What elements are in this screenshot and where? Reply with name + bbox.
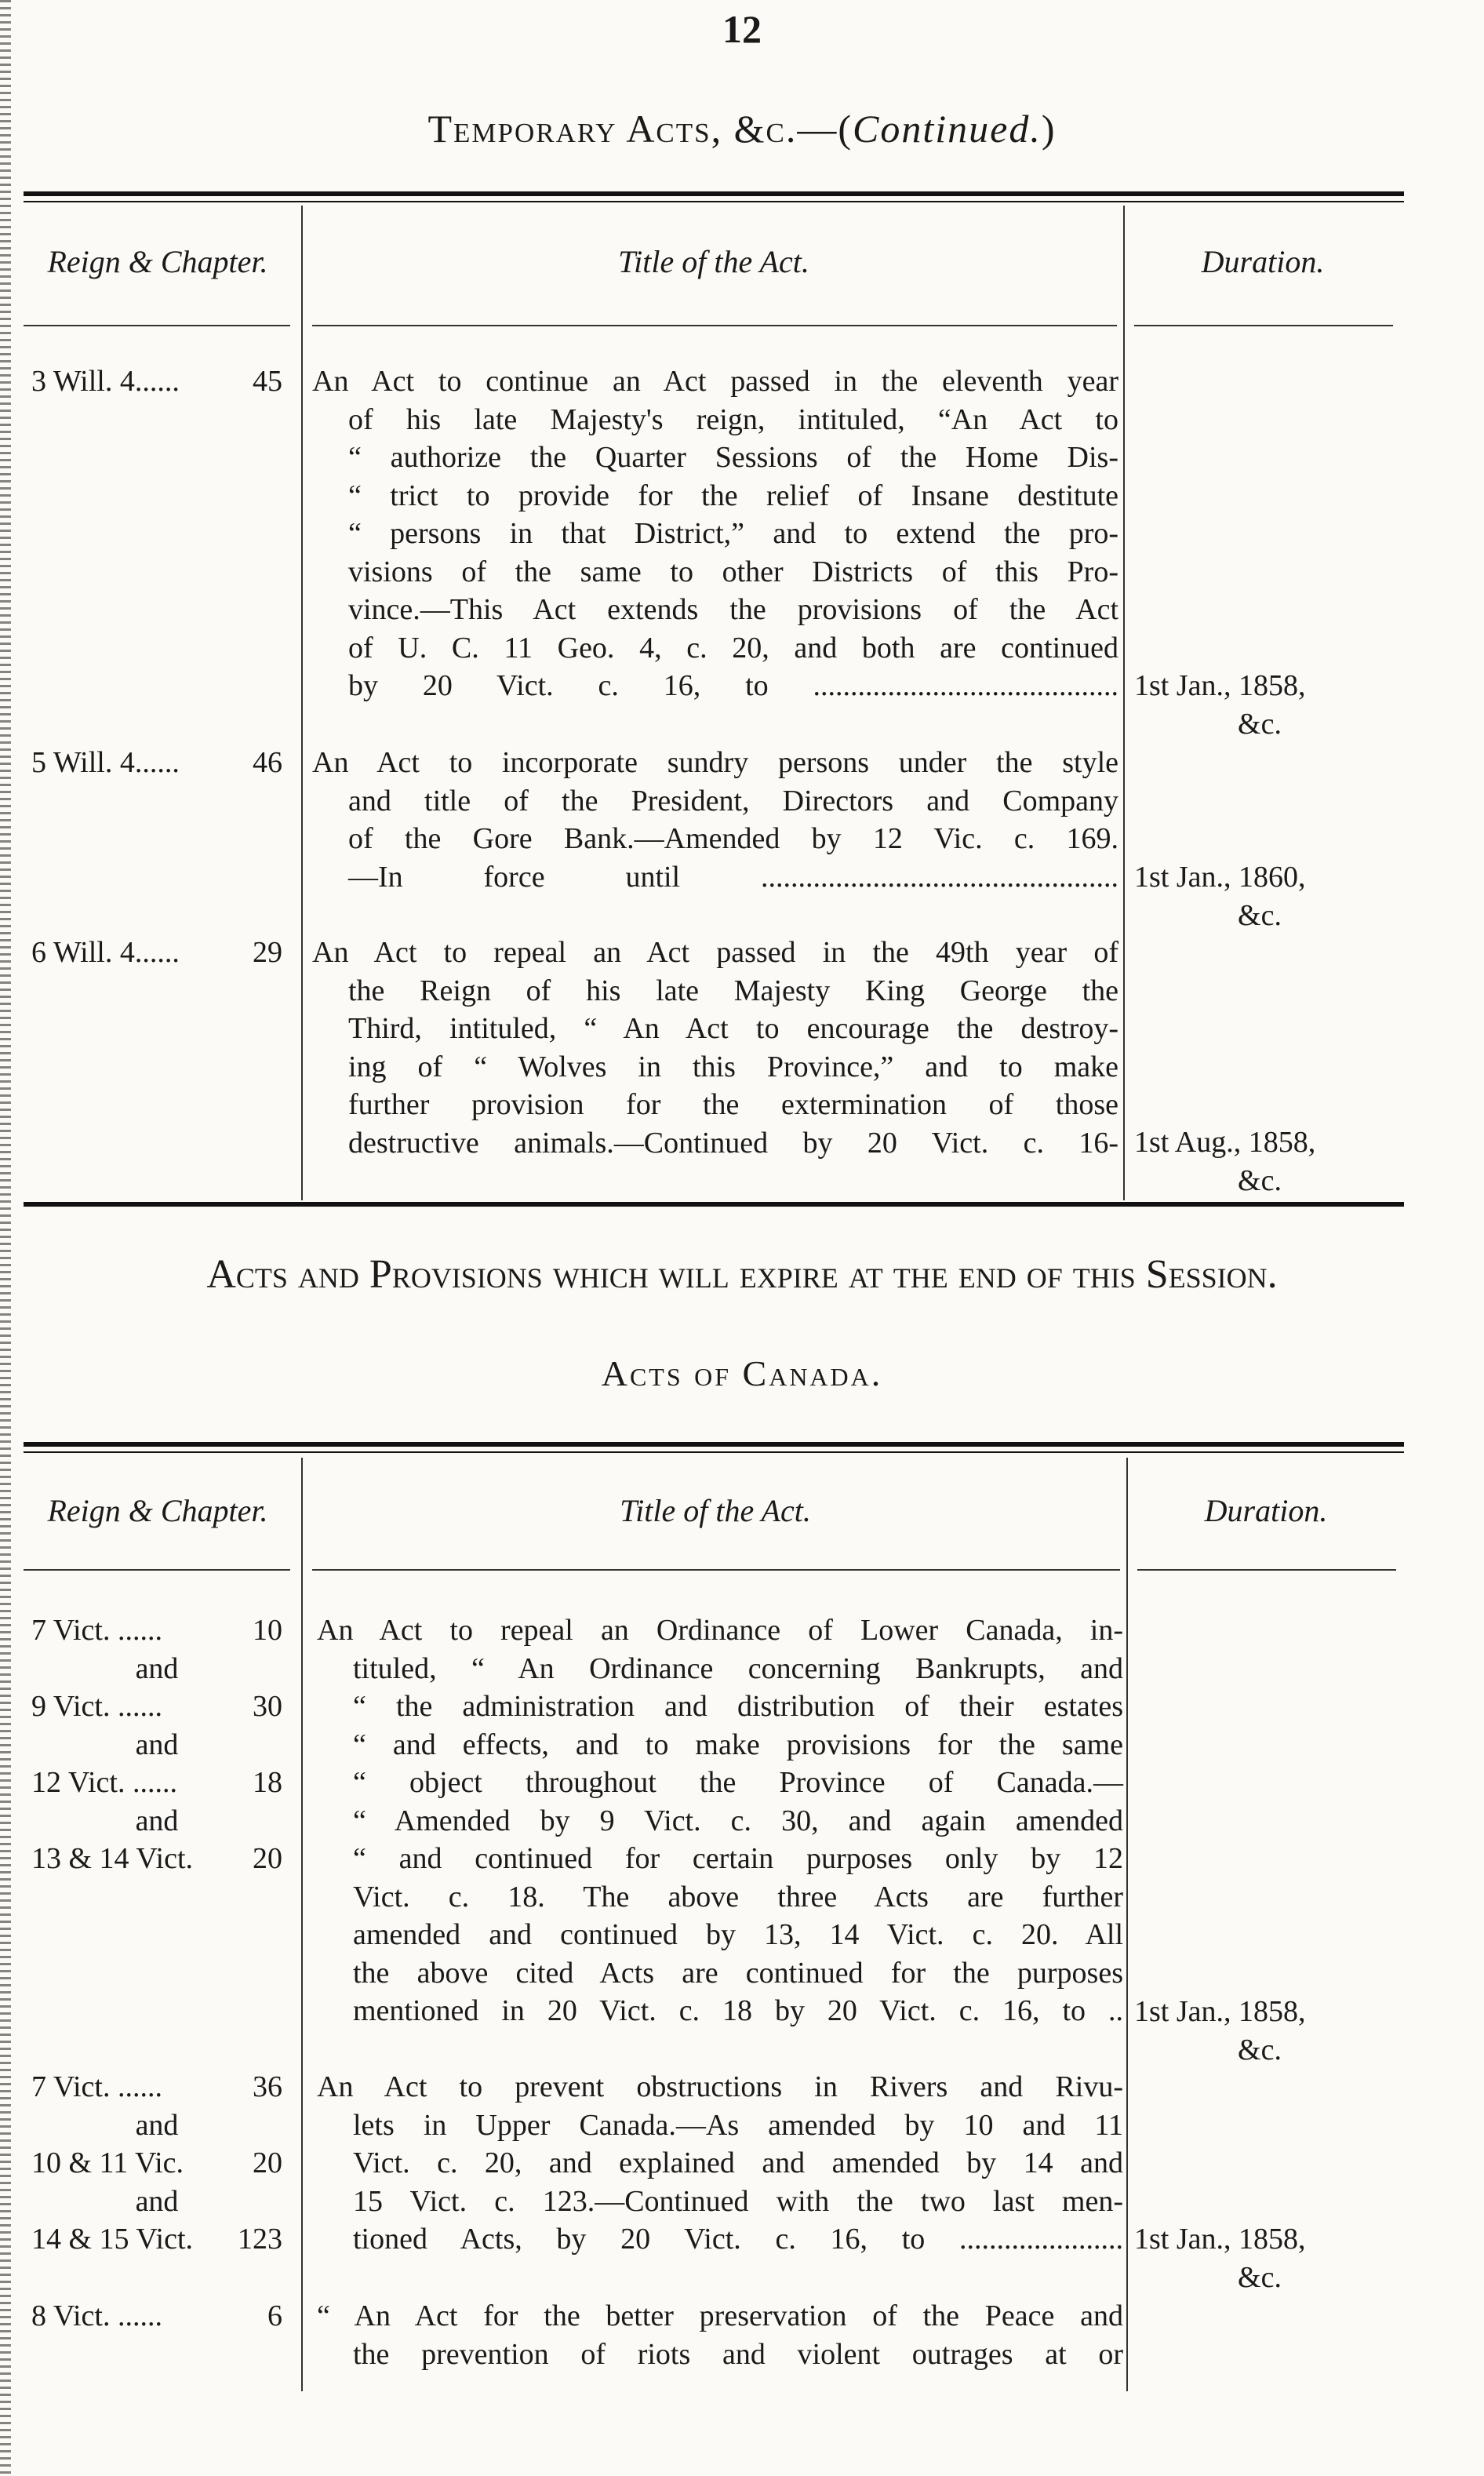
table1-row1-title: An Act to continue an Act passed in the eleventh year of his late Majesty's reign, intituled, “An Act to “ authorize the Quarter Sessions of the Home Dis- “ trict to provide for the relief of Insane destitute “ persons in that District,” and to extend the pro- visions of the same to other Districts of this Pro- vince.—This Act extends the provisions of the Act of U. C. 11 Geo. 4, c. 20, and both are continued by 20 Vict. c. 16, to ......................................... bbox=[312, 365, 1118, 702]
sub-heading: Acts of Canada. bbox=[601, 1353, 883, 1393]
table2-header-title: Title of the Act. bbox=[620, 1493, 811, 1528]
section-heading: Acts and Provisions which will expire at the end of this Session. bbox=[206, 1252, 1278, 1297]
page-number: 12 bbox=[722, 7, 762, 51]
table1-header-rule-title bbox=[312, 325, 1117, 326]
table2-row1-reign: 7 Vict. ...... 10 and 9 Vict. ...... 30 and 12 Vict. ...... 18 and 13 & 14 Vict. 20 bbox=[31, 1614, 282, 1875]
scan-margin-artifact bbox=[0, 0, 11, 2476]
table1-row3-duration: 1st Aug., 1858, &c. bbox=[1134, 1126, 1316, 1197]
table2-header-reign: Reign & Chapter. bbox=[47, 1493, 268, 1528]
table1-row3-reign: 6 Will. 4...... 29 bbox=[31, 936, 282, 969]
table1-row1-duration: 1st Jan., 1858, &c. bbox=[1134, 669, 1306, 741]
table2-header-rule-title bbox=[312, 1569, 1120, 1571]
table2-header-duration: Duration. bbox=[1204, 1493, 1328, 1528]
table1-row2-duration: 1st Jan., 1860, &c. bbox=[1134, 861, 1306, 932]
table1-row1-reign: 3 Will. 4...... 45 bbox=[31, 365, 282, 398]
table2-row2-duration: 1st Jan., 1858, &c. bbox=[1134, 2223, 1306, 2294]
table1-header-duration: Duration. bbox=[1201, 244, 1325, 279]
table2-header-rule-reign bbox=[24, 1569, 290, 1571]
table1-col-divider-2 bbox=[1123, 206, 1125, 1200]
table2-header-rule-duration bbox=[1137, 1569, 1396, 1571]
table2-row1-title: An Act to repeal an Ordinance of Lower Canada, in- tituled, “ An Ordinance concerning Bankrupts, and “ the administration and distribution of their estates “ and effects, and to make provisions for the same “ object throughout the Province of Canada.— “ Amended by 9 Vict. c. 30, and again amended “ and continued for certain purposes only by 12 Vict. c. 18. The above three Acts are further amended and continued by 13, 14 Vict. c. 20. All the above cited Acts are continued for the purposes mentioned in 20 Vict. c. 18 by 20 Vict. c. 16, to .. bbox=[317, 1614, 1123, 2027]
table2-row2-title: An Act to prevent obstructions in Rivers and Rivu- lets in Upper Canada.—As amended by 10 and 11 Vict. c. 20, and explained and amended by 14 and 15 Vict. c. 123.—Continued with the two last men- tioned Acts, by 20 Vict. c. 16, to ...................... bbox=[317, 2070, 1123, 2256]
table2-row3-title: “ An Act for the better preservation of the Peace and the prevention of riots and violent outrages at or bbox=[317, 2299, 1123, 2371]
page-heading: Temporary Acts, &c.—(Continued.) bbox=[427, 107, 1057, 151]
table2-top-rule bbox=[24, 1442, 1404, 1453]
table1-header-reign: Reign & Chapter. bbox=[47, 244, 268, 279]
table1-row2-title: An Act to incorporate sundry persons under the style and title of the President, Directors and Company of the Gore Bank.—Amended by 12 Vic. c. 169. —In force until ................................................ bbox=[312, 746, 1118, 894]
table1-header-title: Title of the Act. bbox=[618, 244, 809, 279]
table1-top-rule bbox=[24, 191, 1404, 202]
table1-header-rule-duration bbox=[1134, 325, 1393, 326]
table1-bottom-rule bbox=[24, 1202, 1404, 1207]
table1-row2-reign: 5 Will. 4...... 46 bbox=[31, 746, 282, 779]
table2-col-divider-1 bbox=[301, 1458, 303, 2391]
table2-row2-reign: 7 Vict. ...... 36 and 10 & 11 Vic. 20 and 14 & 15 Vict. 123 bbox=[31, 2070, 282, 2256]
table2-row1-duration: 1st Jan., 1858, &c. bbox=[1134, 1995, 1306, 2066]
table1-row3-title: An Act to repeal an Act passed in the 49th year of the Reign of his late Majesty King George the Third, intituled, “ An Act to encourage the destroy- ing of “ Wolves in this Province,” and to make further provision for the extermination of those destructive animals.—Continued by 20 Vict. c. 16- bbox=[312, 936, 1118, 1160]
table2-col-divider-2 bbox=[1126, 1458, 1128, 2391]
table1-col-divider-1 bbox=[301, 206, 303, 1200]
table2-row3-reign: 8 Vict. ...... 6 bbox=[31, 2299, 282, 2332]
table1-header-rule-reign bbox=[24, 325, 290, 326]
